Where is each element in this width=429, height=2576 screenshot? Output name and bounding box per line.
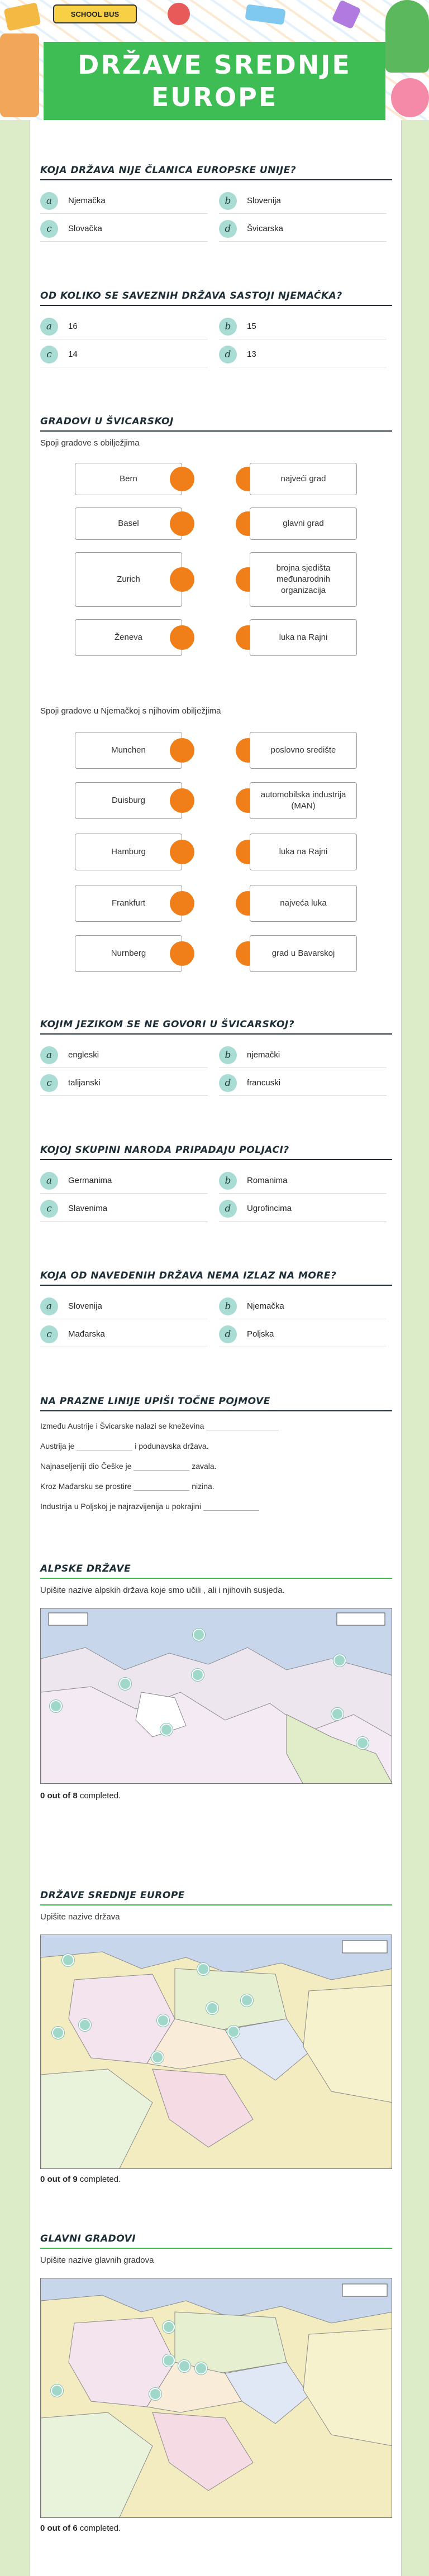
option-label: Slovačka — [68, 224, 102, 233]
map-marker[interactable] — [50, 1700, 62, 1712]
question-title: KOJA OD NAVEDENIH DRŽAVA NEMA IZLAZ NA MORE? — [40, 1270, 392, 1286]
doodle-shape — [0, 33, 39, 117]
option-letter: d — [219, 1200, 237, 1218]
map-marker[interactable] — [160, 1723, 173, 1736]
match-right-item[interactable]: brojna sjedišta međunarodnih organizacija — [250, 552, 357, 607]
option-label: Njemačka — [247, 1301, 284, 1311]
answer-option[interactable] — [40, 1042, 208, 1068]
map-marker[interactable] — [197, 1963, 209, 1975]
question-title: GLAVNI GRADOVI — [40, 2233, 392, 2249]
option-letter: d — [219, 220, 237, 238]
option-label: Slavenima — [68, 1204, 108, 1213]
match-left-item[interactable]: Duisburg — [75, 782, 182, 819]
option-label: njemački — [247, 1050, 280, 1060]
map-image — [41, 1935, 392, 2169]
answer-option[interactable] — [40, 1168, 208, 1194]
answer-option[interactable] — [219, 1042, 387, 1068]
option-label: Švicarska — [247, 224, 284, 233]
instruction-text: Spoji gradove s obilježjima — [40, 438, 140, 448]
map-marker[interactable] — [51, 2385, 63, 2397]
connector-dot[interactable] — [170, 567, 194, 592]
blank-input[interactable] — [206, 1423, 279, 1430]
answer-option[interactable] — [219, 1294, 387, 1319]
instruction-text: Upišite nazive alpskih država koje smo učili , ali i njihovih susjeda. — [40, 1586, 285, 1595]
option-label: Ugrofincima — [247, 1204, 292, 1213]
blank-input[interactable] — [77, 1443, 132, 1450]
answer-option[interactable] — [219, 216, 387, 242]
central-europe-map[interactable] — [40, 1935, 392, 2169]
question-6 — [40, 1270, 392, 1340]
answer-option[interactable] — [40, 188, 208, 214]
connector-dot[interactable] — [170, 738, 194, 763]
connector-dot[interactable] — [170, 625, 194, 650]
answer-option[interactable] — [40, 1294, 208, 1319]
answer-option[interactable] — [40, 216, 208, 242]
connector-dot[interactable] — [170, 467, 194, 491]
option-label: Romanima — [247, 1176, 288, 1185]
option-letter: d — [219, 1325, 237, 1343]
instruction-text: Upišite nazive glavnih gradova — [40, 2256, 154, 2265]
answer-option[interactable] — [219, 1168, 387, 1194]
option-label: 15 — [247, 322, 256, 331]
blank-input[interactable] — [203, 1503, 259, 1511]
question-1 — [40, 165, 392, 234]
question-3-matching — [40, 416, 392, 1103]
match-left-item[interactable]: Basel — [75, 507, 182, 540]
map-progress: 0 out of 8 completed. — [40, 1791, 121, 1801]
question-4 — [40, 1019, 392, 1089]
option-label: 13 — [247, 349, 256, 359]
option-label: engleski — [68, 1050, 99, 1060]
question-title: KOJA DRŽAVA NIJE ČLANICA EUROPSKE UNIJE? — [40, 165, 392, 180]
option-letter: c — [40, 1200, 58, 1218]
match-right-item[interactable]: glavni grad — [250, 507, 357, 540]
connector-dot[interactable] — [170, 941, 194, 966]
map-progress: 0 out of 6 completed. — [40, 2524, 121, 2533]
match-left-item[interactable]: Ženeva — [75, 619, 182, 656]
map-marker[interactable] — [193, 1629, 205, 1641]
option-letter: c — [40, 1074, 58, 1092]
fill-line-5: Industrija u Poljskoj je najrazvijenija u pokrajini — [40, 1502, 259, 1511]
question-title: OD KOLIKO SE SAVEZNIH DRŽAVA SASTOJI NJEMAČKA? — [40, 290, 392, 306]
question-2 — [40, 290, 392, 360]
match-right-item[interactable]: najveća luka — [250, 885, 357, 922]
map-marker[interactable] — [206, 2002, 218, 2014]
question-title: KOJIM JEZIKOM SE NE GOVORI U ŠVICARSKOJ? — [40, 1019, 392, 1035]
option-label: Njemačka — [68, 196, 106, 205]
map-marker[interactable] — [62, 1954, 74, 1966]
option-letter: c — [40, 220, 58, 238]
connector-dot[interactable] — [170, 788, 194, 813]
map-marker[interactable] — [163, 2321, 175, 2333]
map-image — [41, 2278, 392, 2518]
option-letter: b — [219, 1046, 237, 1064]
option-letter: d — [219, 1074, 237, 1092]
map-question-capitals — [40, 2233, 392, 2533]
map-marker[interactable] — [119, 1678, 131, 1690]
fill-line-2: Austrija je i podunavska država. — [40, 1442, 209, 1450]
option-label: Slovenija — [247, 196, 281, 205]
option-letter: d — [219, 346, 237, 363]
answer-option[interactable] — [40, 314, 208, 339]
option-letter: a — [40, 192, 58, 210]
match-right-item[interactable]: automobilska industrija (MAN) — [250, 782, 357, 819]
question-title: NA PRAZNE LINIJE UPIŠI TOČNE POJMOVE — [40, 1396, 392, 1411]
question-title: GRADOVI U ŠVICARSKOJ — [40, 416, 392, 432]
map-marker[interactable] — [157, 2014, 169, 2027]
question-7-fill-blanks — [40, 1396, 392, 1511]
question-5 — [40, 1145, 392, 1214]
question-title: DRŽAVE SREDNJE EUROPE — [40, 1890, 392, 1905]
option-label: francuski — [247, 1078, 281, 1088]
connector-dot[interactable] — [170, 891, 194, 916]
match-left-item[interactable]: Zurich — [75, 552, 182, 607]
map-marker[interactable] — [178, 2360, 190, 2372]
school-bus-logo: SCHOOL BUS — [53, 4, 137, 23]
answer-option[interactable] — [219, 1196, 387, 1222]
match-right-item[interactable]: grad u Bavarskoj — [250, 935, 357, 972]
match-left-item[interactable]: Hamburg — [75, 834, 182, 870]
match-right-item[interactable]: luka na Rajni — [250, 619, 357, 656]
blank-input[interactable] — [134, 1483, 189, 1491]
fill-line-3: Najnaseljeniji dio Češke je zavala. — [40, 1462, 217, 1471]
map-progress: 0 out of 9 completed. — [40, 2175, 121, 2184]
answer-option[interactable] — [40, 1196, 208, 1222]
instruction-text: Spoji gradove u Njemačkoj s njihovim obilježjima — [40, 706, 221, 716]
header-banner — [0, 0, 429, 120]
page-title: DRŽAVE SREDNJE EUROPE — [78, 50, 351, 112]
option-letter: a — [40, 318, 58, 336]
answer-option[interactable] — [219, 188, 387, 214]
option-letter: b — [219, 192, 237, 210]
doodle-shape — [168, 3, 190, 25]
page-title-box — [44, 42, 385, 120]
map-marker[interactable] — [163, 2354, 175, 2367]
alpine-map[interactable] — [40, 1608, 392, 1784]
capitals-map[interactable] — [40, 2278, 392, 2518]
answer-option[interactable] — [40, 1321, 208, 1347]
match-right-item[interactable]: najveći grad — [250, 463, 357, 495]
option-letter: c — [40, 1325, 58, 1343]
map-marker[interactable] — [356, 1737, 369, 1749]
map-marker[interactable] — [192, 1669, 204, 1681]
answer-option[interactable] — [219, 1321, 387, 1347]
map-question-central-europe — [40, 1890, 392, 2184]
option-label: Poljska — [247, 1329, 274, 1339]
content-card — [30, 120, 402, 2576]
option-label: talijanski — [68, 1078, 101, 1088]
option-letter: a — [40, 1297, 58, 1315]
doodle-shape — [391, 78, 429, 117]
answer-option[interactable] — [40, 1070, 208, 1096]
map-image — [41, 1608, 392, 1784]
question-title: KOJOJ SKUPINI NARODA PRIPADAJU POLJACI? — [40, 1145, 392, 1160]
option-label: 14 — [68, 349, 78, 359]
map-marker[interactable] — [195, 2362, 207, 2374]
map-marker[interactable] — [52, 2027, 64, 2039]
instruction-text: Upišite nazive država — [40, 1912, 120, 1922]
answer-option[interactable] — [219, 314, 387, 339]
map-marker[interactable] — [227, 2026, 240, 2038]
match-left-item[interactable]: Frankfurt — [75, 885, 182, 922]
question-title: ALPSKE DRŽAVE — [40, 1563, 392, 1579]
option-letter: b — [219, 1297, 237, 1315]
answer-option[interactable] — [219, 342, 387, 367]
match-right-item[interactable]: poslovno središte — [250, 732, 357, 769]
map-marker[interactable] — [333, 1654, 346, 1667]
match-left-item[interactable]: Nurnberg — [75, 935, 182, 972]
option-letter: b — [219, 318, 237, 336]
map-marker[interactable] — [149, 2388, 161, 2400]
map-marker[interactable] — [241, 1994, 253, 2007]
fill-line-1: Između Austrije i Švicarske nalazi se kneževina — [40, 1421, 279, 1430]
option-letter: a — [40, 1046, 58, 1064]
tree-doodle — [385, 0, 429, 73]
blank-input[interactable] — [134, 1463, 189, 1471]
map-marker[interactable] — [331, 1708, 344, 1720]
answer-option[interactable] — [219, 1070, 387, 1096]
option-label: Mađarska — [68, 1329, 105, 1339]
connector-dot[interactable] — [170, 511, 194, 536]
map-question-alpine — [40, 1563, 392, 1801]
option-label: Germanima — [68, 1176, 112, 1185]
map-marker[interactable] — [151, 2051, 164, 2063]
option-letter: c — [40, 346, 58, 363]
option-letter: b — [219, 1172, 237, 1190]
option-letter: a — [40, 1172, 58, 1190]
map-marker[interactable] — [79, 2019, 91, 2031]
connector-dot[interactable] — [170, 840, 194, 864]
match-right-item[interactable]: luka na Rajni — [250, 834, 357, 870]
answer-option[interactable] — [40, 342, 208, 367]
match-left-item[interactable]: Munchen — [75, 732, 182, 769]
option-label: 16 — [68, 322, 78, 331]
fill-line-4: Kroz Mađarsku se prostire nizina. — [40, 1482, 214, 1491]
option-label: Slovenija — [68, 1301, 102, 1311]
match-left-item[interactable]: Bern — [75, 463, 182, 495]
